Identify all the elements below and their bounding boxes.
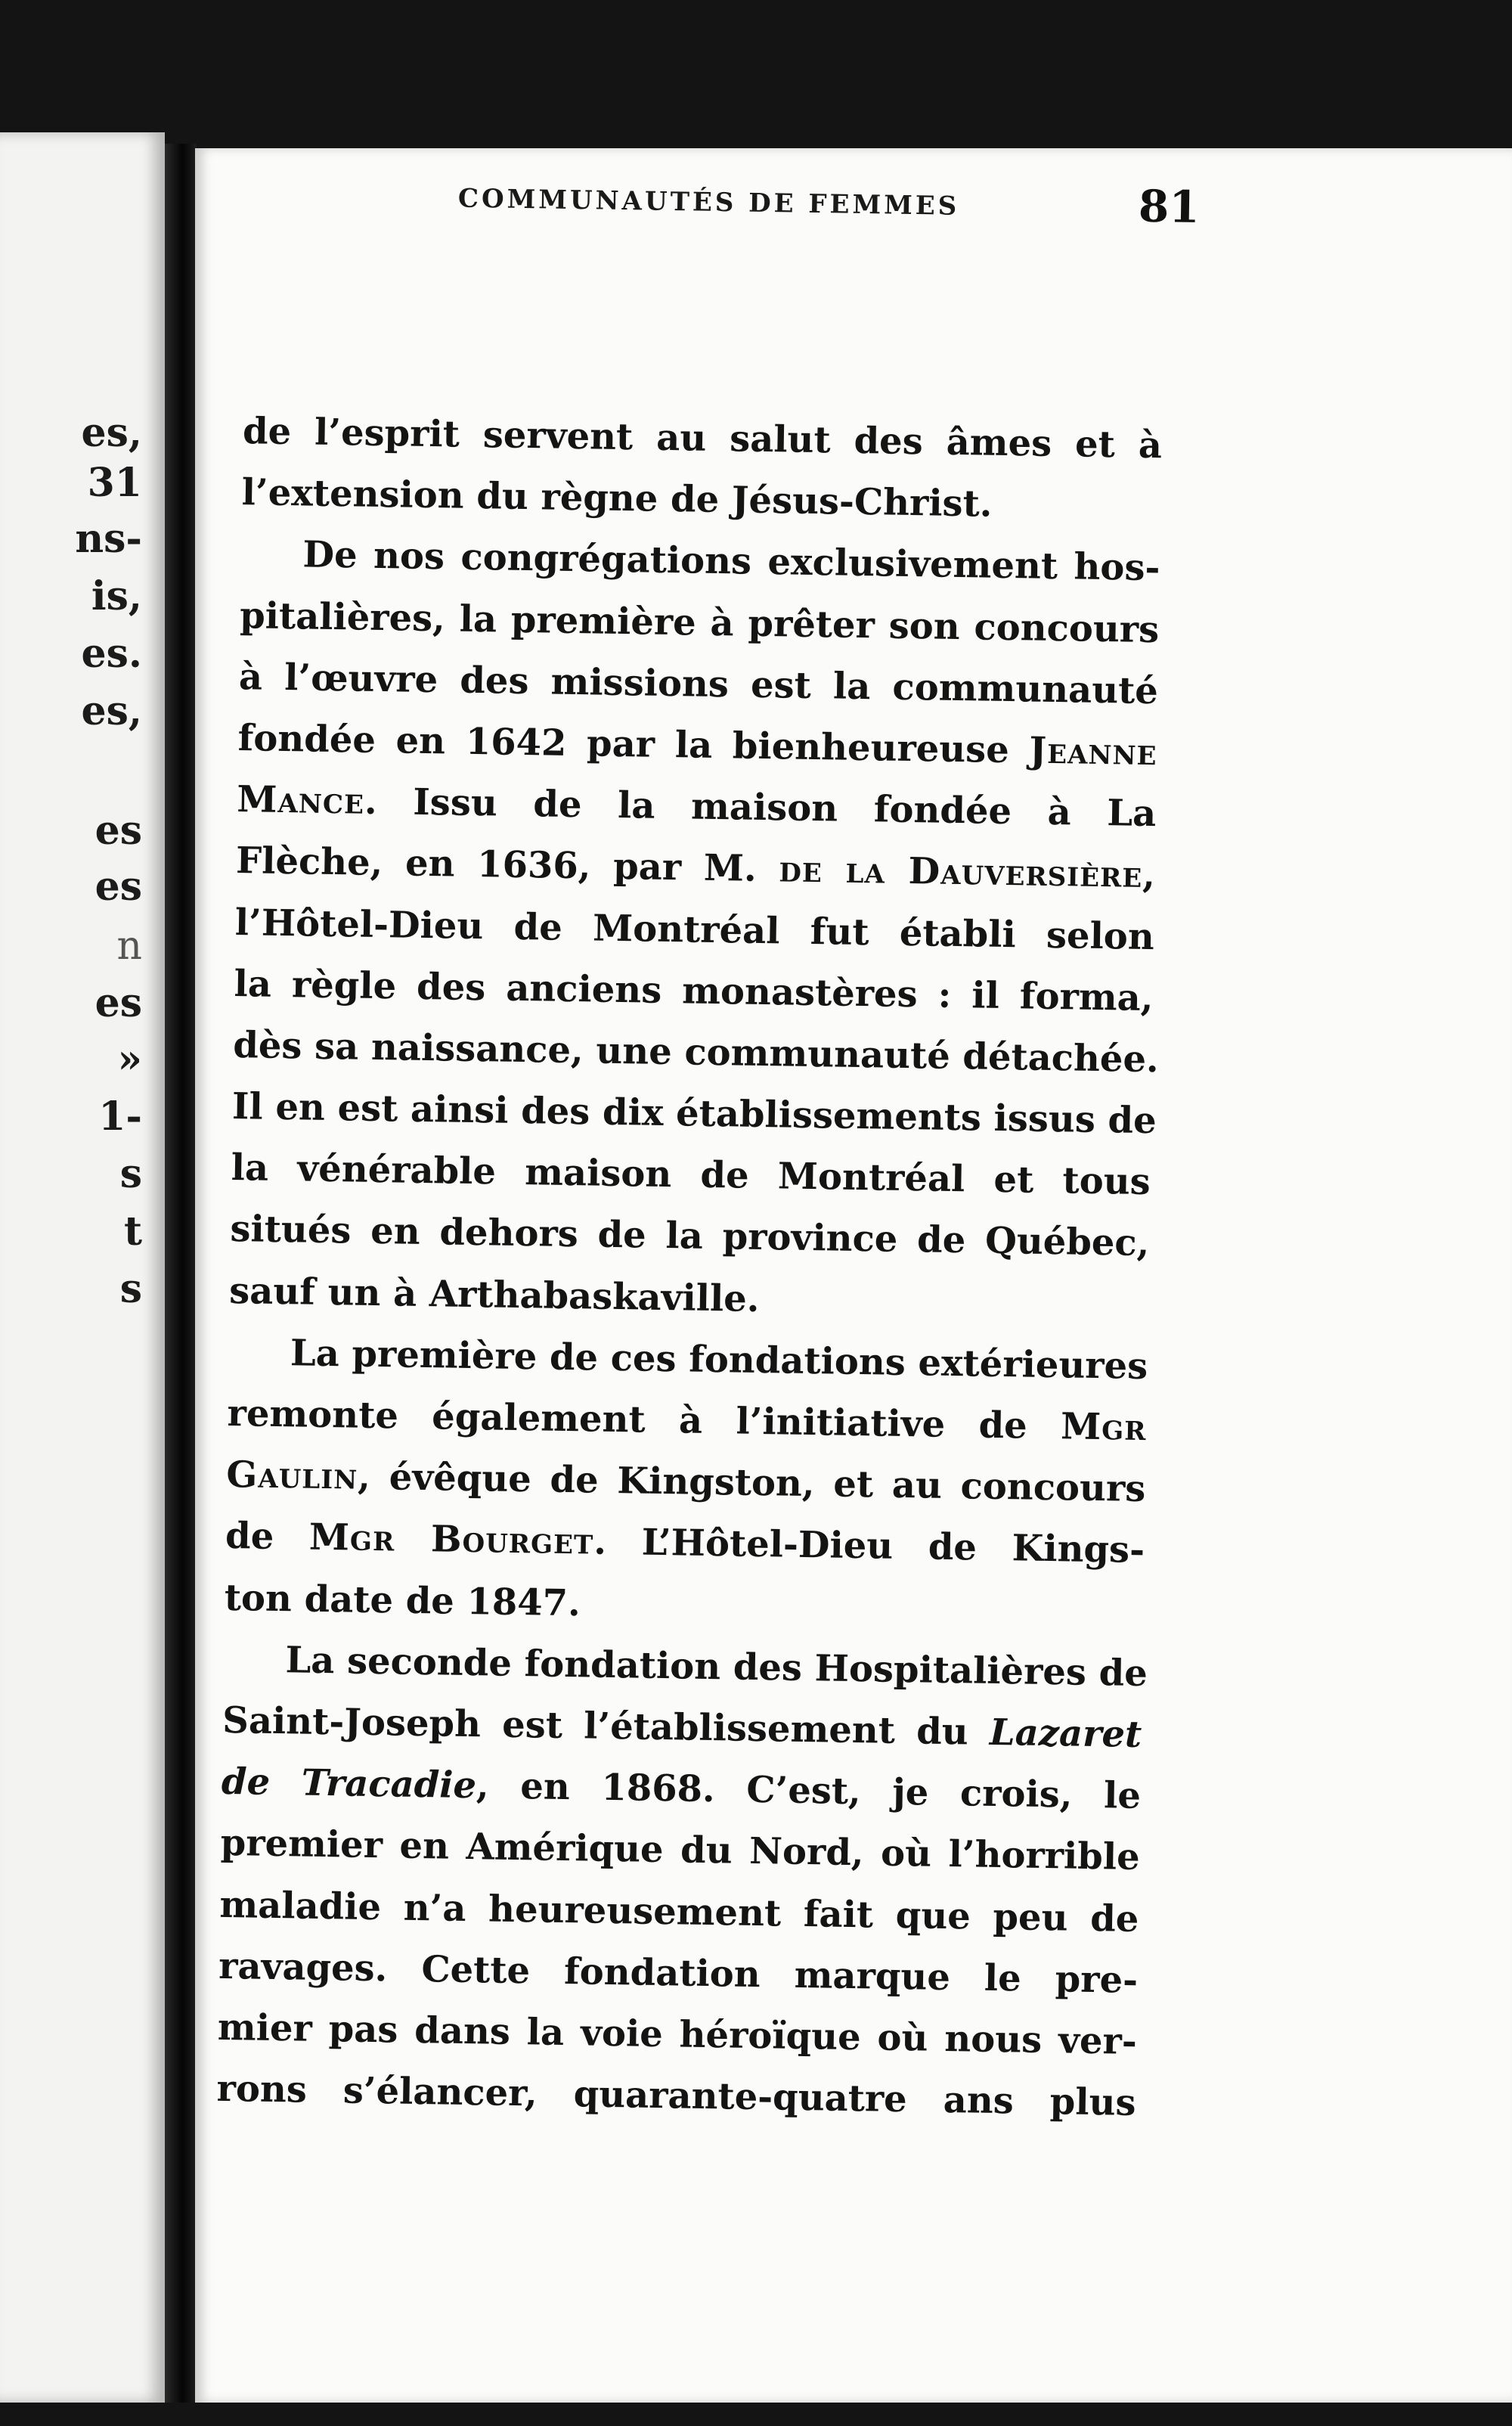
text-line: mier pas dans la voie héroïque où nous ver- — [217, 2006, 1138, 2063]
text-run: . L’Hôtel-Dieu de Kings- — [593, 1520, 1145, 1572]
text-line: de l’esprit servent au salut des âmes et à — [242, 410, 1163, 467]
text-line: l’extension du règne de Jésus-Christ. — [241, 471, 993, 526]
text-line: à l’œuvre des missions est la communauté — [238, 655, 1159, 712]
italic-term: de Tracadie — [221, 1761, 477, 1807]
text-line: La première de ces fondations extérieures — [290, 1332, 1148, 1388]
text-line: premier en Amérique du Nord, où l’horrible — [220, 1822, 1141, 1879]
text-line: Il en est ainsi des dix établissements issus de — [231, 1085, 1157, 1143]
left-page-fragment: is, — [91, 573, 142, 619]
left-page-fragment: es, — [81, 410, 142, 456]
left-page-fragment: es, — [81, 688, 142, 734]
left-page-fragment: 31 — [87, 460, 142, 506]
title-abbrev: Mgr — [1060, 1405, 1147, 1450]
left-page-fragment: n — [116, 923, 142, 969]
left-page-fragment: s — [119, 1151, 142, 1197]
left-page-fragment: 1- — [98, 1094, 142, 1140]
text-line: situés en dehors de la province de Québec, — [230, 1208, 1150, 1265]
left-page-fragment: ns- — [75, 516, 142, 562]
text-line: La seconde fondation des Hospitalières de — [285, 1638, 1148, 1695]
person-name: de la Dauversière — [779, 848, 1143, 897]
text-run: Flèche, en 1636, par M. — [235, 839, 779, 891]
text-line: ravages. Cette fondation marque le pre- — [218, 1944, 1139, 2002]
text-run: de — [225, 1515, 310, 1559]
text-line: la règle des anciens monastères : il forma, — [234, 962, 1154, 1019]
left-page-fragment: t — [123, 1208, 142, 1255]
text-run: . Issu de la maison fondée à La — [364, 780, 1157, 836]
left-page-fragment: es. — [81, 631, 142, 677]
body-text — [216, 401, 1163, 2134]
person-name: Mance — [236, 778, 365, 823]
text-run: Saint-Joseph est l’établissement du — [222, 1699, 990, 1754]
text-line: maladie n’a heureusement fait que peu de — [219, 1883, 1139, 1940]
text-line: sauf un à Arthabaskaville. — [228, 1269, 760, 1320]
running-head — [457, 170, 1214, 235]
text-line: l’Hôtel-Dieu de Montréal fut établi selon — [234, 901, 1155, 958]
text-line: De nos congrégations exclusivement hos- — [302, 533, 1160, 590]
italic-term: Lazaret — [989, 1711, 1142, 1756]
text-line: pitalières, la première à prêter son concours — [239, 594, 1160, 651]
left-page-fragment: » — [117, 1036, 142, 1082]
text-run: fondée en 1642 par la bienheureuse — [237, 717, 1030, 772]
left-page-fragment: s — [119, 1266, 142, 1312]
page-number: 81 — [1138, 180, 1201, 233]
text-run: , — [1142, 854, 1156, 897]
text-line: rons s’élancer, quarante-quatre ans plus — [216, 2067, 1136, 2125]
running-title: COMMUNAUTÉS DE FEMMES — [457, 183, 960, 222]
text-line: dès sa naissance, une communauté détachée. — [232, 1023, 1160, 1081]
left-page-fragment: es — [94, 808, 142, 854]
text-run: , évêque de Kingston, et au concours — [357, 1455, 1146, 1511]
person-name: Gaulin — [225, 1453, 358, 1498]
person-name: Jeanne — [1029, 729, 1157, 774]
left-page-fragment: es — [94, 980, 142, 1026]
text-line: ton date de 1847. — [224, 1576, 581, 1624]
text-line: la vénérable maison de Montréal et tous — [231, 1146, 1151, 1204]
person-name: Mgr Bourget — [308, 1516, 594, 1563]
text-run: , en 1868. C’est, je crois, le — [476, 1764, 1142, 1818]
text-run: remonte également à l’initiative de — [227, 1391, 1061, 1448]
left-page-fragment: es — [94, 864, 142, 910]
